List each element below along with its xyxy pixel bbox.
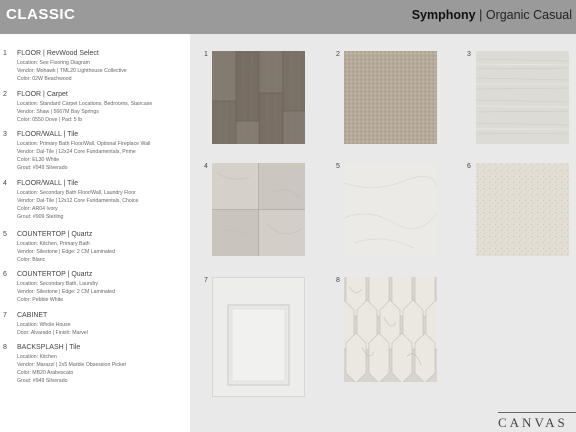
item-title: FLOOR/WALL | Tile bbox=[17, 131, 79, 138]
item-title: FLOOR | Carpet bbox=[17, 91, 68, 98]
item-title: CABINET bbox=[17, 312, 48, 319]
item-detail: Color: 0550 Dove | Pad: 5 lb bbox=[17, 117, 83, 123]
item-title: BACKSPLASH | Tile bbox=[17, 344, 81, 351]
item-number: 2 bbox=[3, 91, 7, 98]
swatch-wood-floor bbox=[212, 51, 305, 144]
swatch-number: 6 bbox=[467, 163, 471, 170]
item-detail: Location: Kitchen bbox=[17, 354, 57, 360]
item-title: COUNTERTOP | Quartz bbox=[17, 271, 93, 278]
item-detail: Vendor: Dal-Tile | 12x24 Core Fundamentals, Prime bbox=[17, 149, 136, 155]
item-number: 3 bbox=[3, 131, 7, 138]
swatch-quartz-pebble bbox=[476, 163, 569, 256]
item-detail: Color: Pebble White bbox=[17, 297, 64, 303]
item-detail: Color: Blanc bbox=[17, 257, 46, 263]
item-title: FLOOR | RevWood Select bbox=[17, 50, 99, 57]
item-detail: Vendor: Marazzi | 2x5 Marble Obsession Picket bbox=[17, 362, 126, 368]
swatch-number: 7 bbox=[204, 277, 208, 284]
item-detail: Color: 02W Beachwood bbox=[17, 76, 72, 82]
swatch-quartz-blanc bbox=[344, 163, 437, 256]
item-detail: Vendor: Silestone | Edge: 2 CM Laminated bbox=[17, 289, 115, 295]
item-number: 8 bbox=[3, 344, 7, 351]
swatch-number: 8 bbox=[336, 277, 340, 284]
item-detail: Location: Secondary Bath, Laundry bbox=[17, 281, 99, 287]
swatch-number: 4 bbox=[204, 163, 208, 170]
title-separator: | bbox=[479, 8, 483, 22]
item-number: 1 bbox=[3, 50, 7, 57]
item-detail: Color: MB20 Arabescato bbox=[17, 370, 74, 376]
item-detail: Vendor: Silestone | Edge: 2 CM Laminated bbox=[17, 249, 115, 255]
collection-title: CLASSIC bbox=[6, 6, 76, 23]
item-detail: Location: Secondary Bath Floor/Wall, Laundry Floor bbox=[17, 190, 136, 196]
swatch-number: 5 bbox=[336, 163, 340, 170]
item-detail: Vendor: Shaw | 5667M Bay Springs bbox=[17, 109, 99, 115]
item-detail: Location: Whole House bbox=[17, 322, 71, 328]
community-name: Symphony bbox=[411, 8, 476, 22]
item-detail: Location: Standard Carpet Locations, Bedrooms, Staircase bbox=[17, 101, 153, 107]
item-detail: Grout: #949 Silverado bbox=[17, 165, 68, 171]
swatch-carpet bbox=[344, 51, 437, 144]
item-detail: Grout: #949 Silverado bbox=[17, 378, 68, 384]
swatch-tile-secondary bbox=[212, 163, 305, 256]
swatch-number: 3 bbox=[467, 51, 471, 58]
item-number: 7 bbox=[3, 312, 7, 319]
item-detail: Vendor: Dal-Tile | 12x12 Core Fundamentals, Choice bbox=[17, 198, 139, 204]
item-detail: Location: See Flooring Diagram bbox=[17, 60, 90, 66]
swatch-number: 1 bbox=[204, 51, 208, 58]
swatch-tile-primary bbox=[476, 51, 569, 144]
swatch-cabinet-door bbox=[212, 277, 305, 397]
item-number: 6 bbox=[3, 271, 7, 278]
item-number: 4 bbox=[3, 180, 7, 187]
item-title: COUNTERTOP | Quartz bbox=[17, 231, 93, 238]
swatch-number: 2 bbox=[336, 51, 340, 58]
finish-list bbox=[0, 34, 190, 432]
item-detail: Color: AR04 Ivory bbox=[17, 206, 58, 212]
item-detail: Door: Alvarado | Finish: Marvel bbox=[17, 330, 88, 336]
community-title bbox=[412, 8, 572, 22]
brand-logo: CANVAS bbox=[498, 412, 576, 432]
item-number: 5 bbox=[3, 231, 7, 238]
item-detail: Vendor: Mohawk | TML20 Lighthouse Collective bbox=[17, 68, 127, 74]
item-detail: Color: EL30 White bbox=[17, 157, 60, 163]
swatch-panel bbox=[190, 34, 576, 432]
style-name: Organic Casual bbox=[485, 8, 572, 22]
item-detail: Location: Primary Bath Floor/Wall, Optional Fireplace Wall bbox=[17, 141, 151, 147]
item-title: FLOOR/WALL | Tile bbox=[17, 180, 79, 187]
item-detail: Grout: #909 Sterling bbox=[17, 214, 64, 220]
header-bar bbox=[0, 0, 576, 34]
item-detail: Location: Kitchen, Primary Bath bbox=[17, 241, 90, 247]
swatch-backsplash-picket bbox=[344, 277, 437, 382]
